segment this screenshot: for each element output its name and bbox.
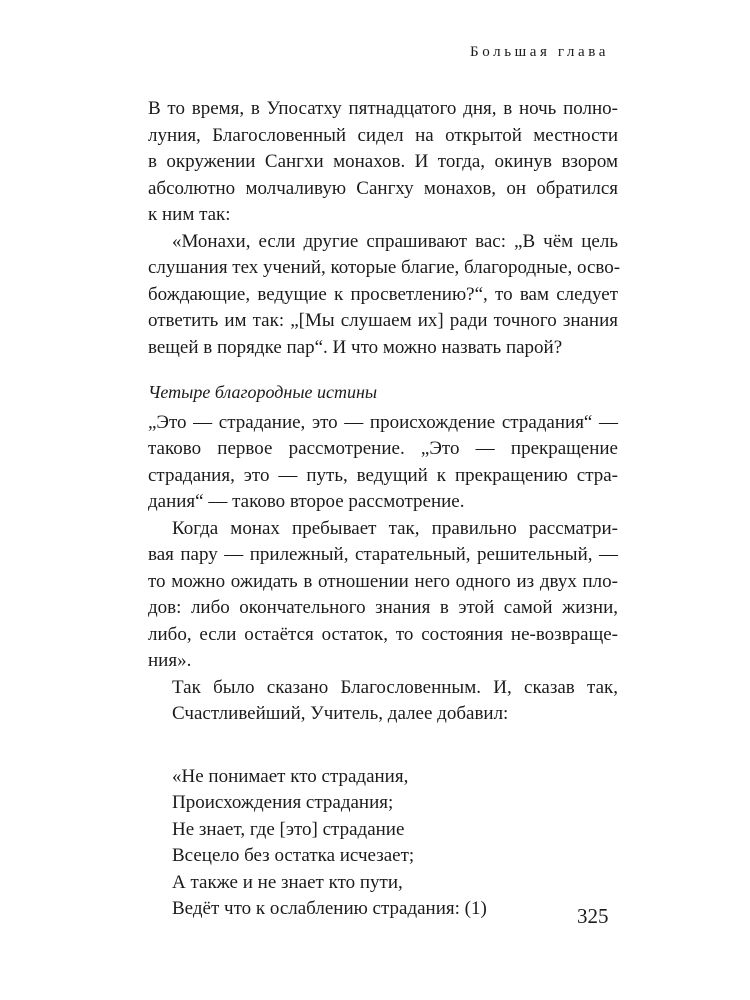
text-line: Так было сказано Благословенным. И, сказав так, [172, 676, 618, 698]
text-line: то можно ожидать в отношении него одного из двух пло- [148, 570, 618, 592]
verse-line: Ведёт что к ослаблению страдания: (1) [172, 898, 487, 919]
text-line: В то время, в Упосатху пятнадцатого дня, в ночь полно- [148, 98, 618, 119]
text-line: Когда монах пребывает так, правильно рассматри- [172, 517, 618, 539]
intro-paragraph [148, 96, 618, 229]
text-line: ния». [148, 650, 192, 671]
text-line: вещей в порядке пар“. И что можно назвать парой? [148, 336, 563, 358]
text-line: дания“ — таково второе рассмотрение. [148, 491, 465, 512]
page-number: 325 [577, 904, 609, 928]
verse-line: Происхождения страдания; [172, 792, 394, 813]
text-line: страдания, это — путь, ведущий к прекращению стра- [148, 464, 618, 486]
text-line: абсолютно молчаливую Сангху монахов, он обратился [148, 177, 618, 199]
text-line: слушания тех учений, которые благие, благородные, осво- [148, 257, 621, 278]
verse [148, 764, 618, 923]
text-line: дов: либо окончательного знания в этой самой жизни, [148, 597, 618, 618]
text-line: в окружении Сангхи монахов. И тогда, окинув взором [148, 151, 618, 172]
main-text [148, 96, 621, 923]
text-line: вая пару — прилежный, старательный, решительный, — [148, 544, 618, 565]
quote-paragraph [148, 229, 621, 362]
running-head: Большая глава [470, 44, 609, 60]
text-line: таково первое рассмотрение. „Это — прекращение [148, 438, 618, 459]
verse-line: Всецело без остатка исчезает; [172, 845, 415, 866]
text-line: луния, Благословенный сидел на открытой местности [148, 124, 618, 146]
said-paragraph [148, 675, 618, 728]
truths-paragraph [148, 410, 618, 516]
text-line: Счастливейший, Учитель, далее добавил: [172, 703, 509, 724]
verse-line: Не знает, где [это] страдание [172, 818, 405, 840]
text-line: к ним так: [148, 204, 231, 225]
text-line: либо, если остаётся остаток, то состояния не-возвраще- [148, 623, 618, 645]
text-line: бождающие, ведущие к просветлению?“, то вам следует [148, 283, 618, 305]
monk-paragraph [148, 516, 618, 675]
text-line: „Это — страдание, это — происхождение страдания“ — [148, 411, 618, 433]
verse-line: «Не понимает кто страдания, [172, 765, 409, 787]
verse-line: А также и не знает кто пути, [172, 871, 403, 893]
text-line: «Монахи, если другие спрашивают вас: „В чём цель [172, 230, 618, 252]
section-title: Четыре благородные истины [148, 382, 378, 402]
text-line: ответить им так: „[Мы слушаем их] ради точного знания [148, 310, 618, 331]
